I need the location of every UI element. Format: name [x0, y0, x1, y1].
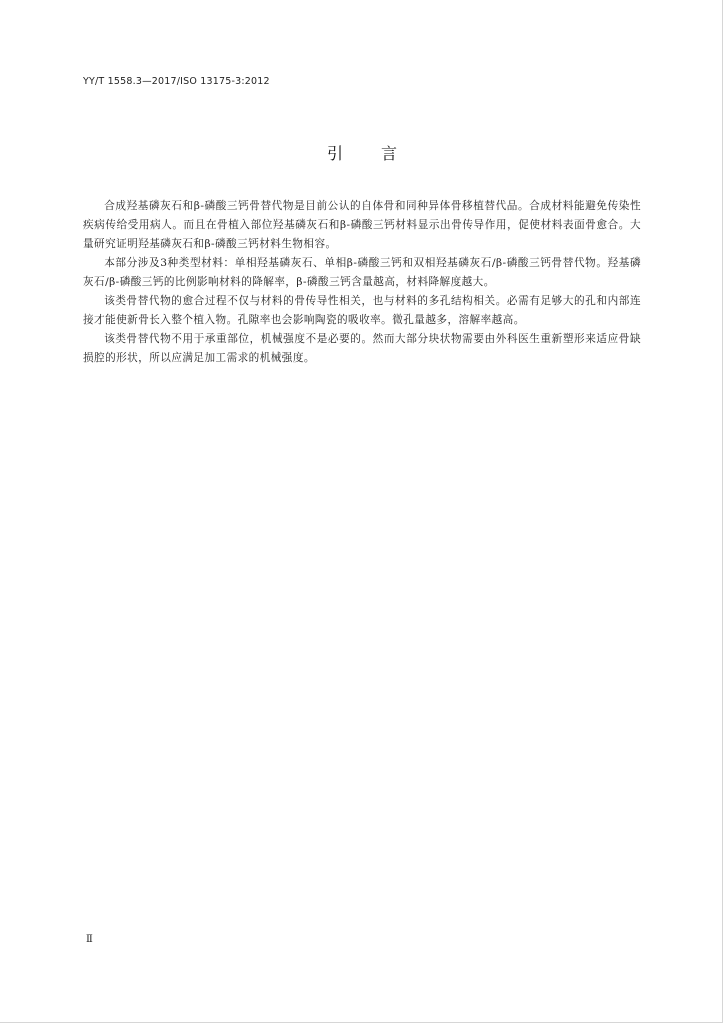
introduction-body [83, 197, 641, 368]
page-number: Ⅱ [86, 934, 93, 945]
section-title-char-1: 引 [326, 144, 343, 163]
paragraph-2: 本部分涉及3种类型材料：单相羟基磷灰石、单相β-磷酸三钙和双相羟基磷灰石/β-磷酸三钙骨替代物。羟基磷灰石/β-磷酸三钙的比例影响材料的降解率，β-磷酸三钙含量越高，材料降解度越大。 [83, 257, 641, 288]
section-title [0, 141, 724, 164]
standard-number-header: YY/T 1558.3—2017/ISO 13175-3:2012 [83, 76, 270, 87]
section-title-char-2: 言 [381, 144, 398, 163]
paragraph-4: 该类骨替代物不用于承重部位，机械强度不是必要的。然而大部分块状物需要由外科医生重新塑形来适应骨缺损腔的形状，所以应满足加工需求的机械强度。 [83, 333, 641, 364]
paragraph-3: 该类骨替代物的愈合过程不仅与材料的骨传导性相关，也与材料的多孔结构相关。必需有足够大的孔和内部连接才能使新骨长入整个植入物。孔隙率也会影响陶瓷的吸收率。微孔量越多，溶解率越高。 [83, 295, 641, 326]
paragraph-1: 合成羟基磷灰石和β-磷酸三钙骨替代物是目前公认的自体骨和同种异体骨移植替代品。合成材料能避免传染性疾病传给受用病人。而且在骨植入部位羟基磷灰石和β-磷酸三钙材料显示出骨传导作用，促使材料表面骨愈合。大量研究证明羟基磷灰石和β-磷酸三钙材料生物相容。 [83, 200, 641, 250]
